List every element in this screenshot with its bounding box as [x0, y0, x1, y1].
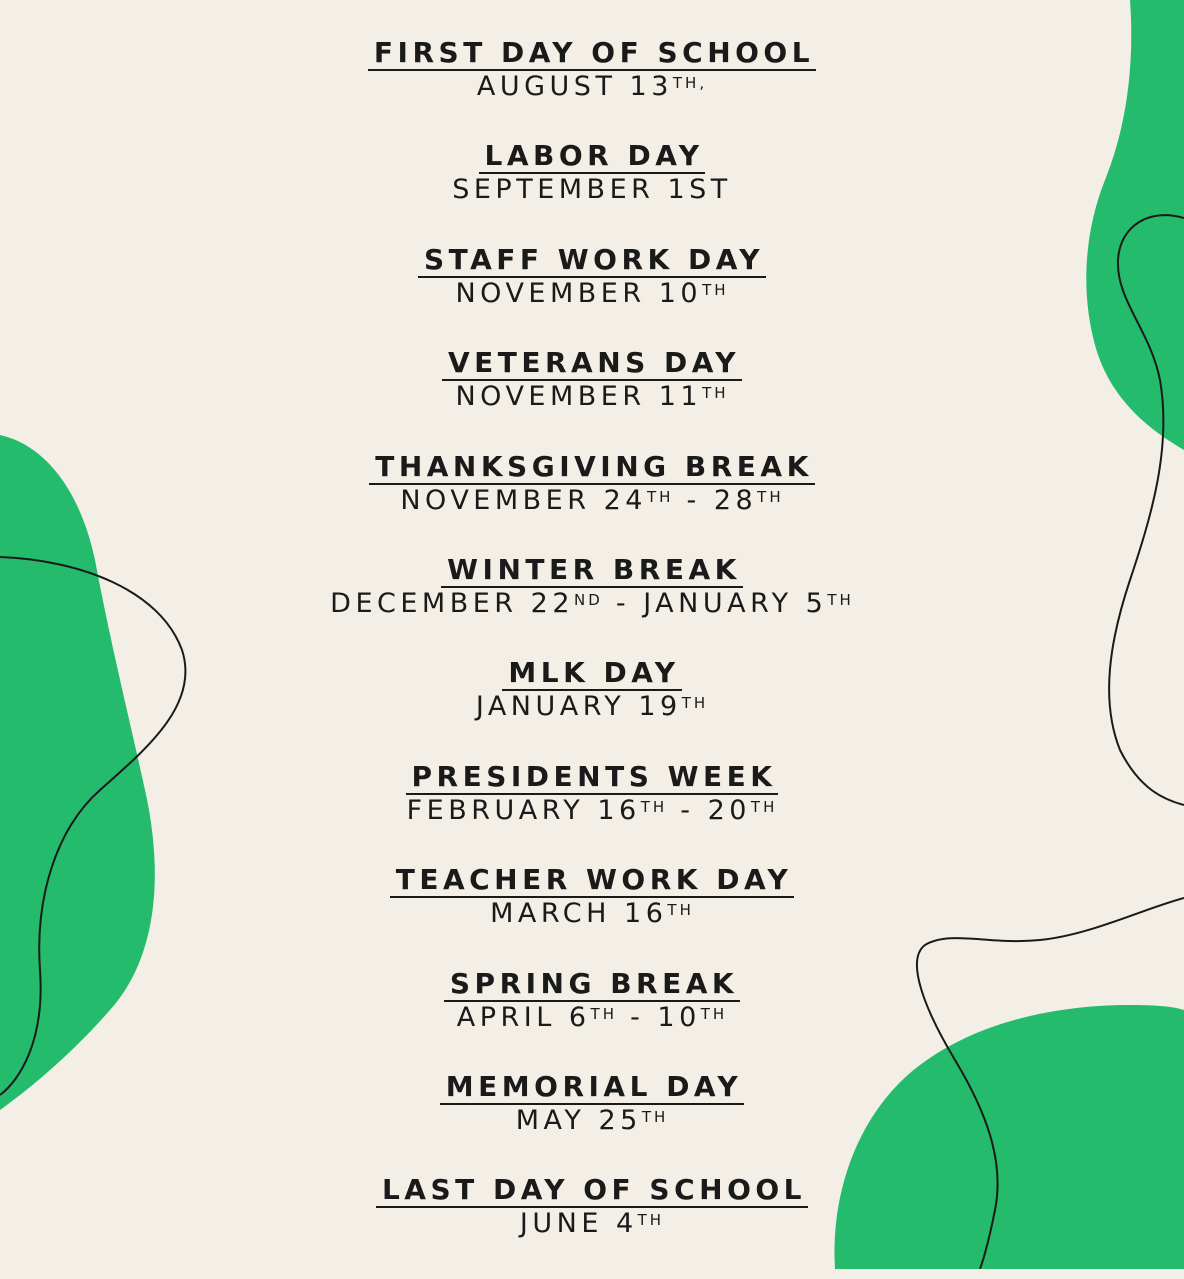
calendar-event	[0, 552, 1184, 658]
ordinal-suffix: TH	[702, 280, 729, 299]
ordinal-suffix: TH	[702, 384, 729, 403]
event-date	[0, 381, 1184, 413]
calendar-event	[0, 449, 1184, 555]
calendar-event	[0, 38, 1184, 141]
event-title: PRESIDENTS WEEK	[406, 762, 779, 795]
ordinal-suffix: TH	[637, 1211, 665, 1230]
calendar-event	[0, 1175, 1184, 1278]
event-title: FIRST DAY OF SCHOOL	[368, 38, 816, 71]
date-text: DECEMBER 22	[330, 587, 574, 619]
ordinal-suffix: TH	[827, 590, 854, 609]
ordinal-suffix: TH	[646, 487, 674, 506]
calendar-event	[0, 348, 1184, 451]
event-title: MEMORIAL DAY	[440, 1072, 744, 1105]
event-title: LAST DAY OF SCHOOL	[376, 1175, 808, 1208]
calendar-event	[0, 966, 1184, 1072]
calendar-event	[0, 865, 1184, 968]
ordinal-suffix: TH	[641, 1107, 669, 1126]
event-title: MLK DAY	[502, 658, 681, 691]
date-text: AUGUST 13	[476, 71, 673, 102]
ordinal-suffix: TH,	[672, 74, 708, 92]
event-title: THANKSGIVING BREAK	[369, 452, 815, 485]
calendar-event	[0, 141, 1184, 244]
event-date	[0, 1002, 1184, 1034]
event-date	[0, 1105, 1184, 1137]
ordinal-suffix: TH	[590, 1004, 617, 1023]
event-date	[0, 278, 1184, 310]
date-text: - 10	[617, 1001, 701, 1033]
date-text: - JANUARY 5	[602, 587, 828, 619]
ordinal-suffix: TH	[757, 487, 784, 506]
event-title: STAFF WORK DAY	[418, 245, 766, 278]
event-date	[0, 898, 1184, 930]
date-text: APRIL 6	[456, 1001, 591, 1033]
calendar-event	[0, 658, 1184, 761]
date-text: - 28	[673, 484, 758, 516]
calendar-event	[0, 759, 1184, 865]
date-text: JANUARY 19	[475, 691, 682, 723]
school-calendar-events	[0, 38, 1184, 1279]
event-title: WINTER BREAK	[441, 555, 743, 588]
date-text: NOVEMBER 10	[455, 277, 703, 309]
date-text: SEPTEMBER 1ST	[452, 174, 732, 206]
ordinal-suffix: ND	[574, 590, 603, 609]
event-date	[0, 1208, 1184, 1240]
date-text: MAY 25	[515, 1104, 642, 1136]
event-date	[0, 174, 1184, 206]
calendar-event	[0, 1069, 1184, 1175]
ordinal-suffix: TH	[667, 901, 694, 920]
calendar-event	[0, 242, 1184, 348]
date-text: NOVEMBER 11	[455, 381, 703, 413]
date-text: MARCH 16	[490, 898, 668, 930]
event-title: LABOR DAY	[479, 141, 706, 174]
event-date	[0, 71, 1184, 103]
date-text: NOVEMBER 24	[400, 484, 647, 516]
event-date	[0, 795, 1184, 827]
date-text: JUNE 4	[519, 1208, 638, 1240]
event-date	[0, 485, 1184, 517]
event-title: SPRING BREAK	[444, 969, 740, 1002]
ordinal-suffix: TH	[681, 694, 709, 713]
ordinal-suffix: TH	[700, 1004, 728, 1023]
date-text: FEBRUARY 16	[406, 794, 641, 826]
event-title: VETERANS DAY	[442, 348, 742, 381]
ordinal-suffix: TH	[640, 797, 668, 816]
event-date	[0, 691, 1184, 723]
event-title: TEACHER WORK DAY	[390, 865, 795, 898]
date-text: - 20	[667, 794, 751, 826]
ordinal-suffix: TH	[750, 797, 778, 816]
event-date	[0, 588, 1184, 620]
